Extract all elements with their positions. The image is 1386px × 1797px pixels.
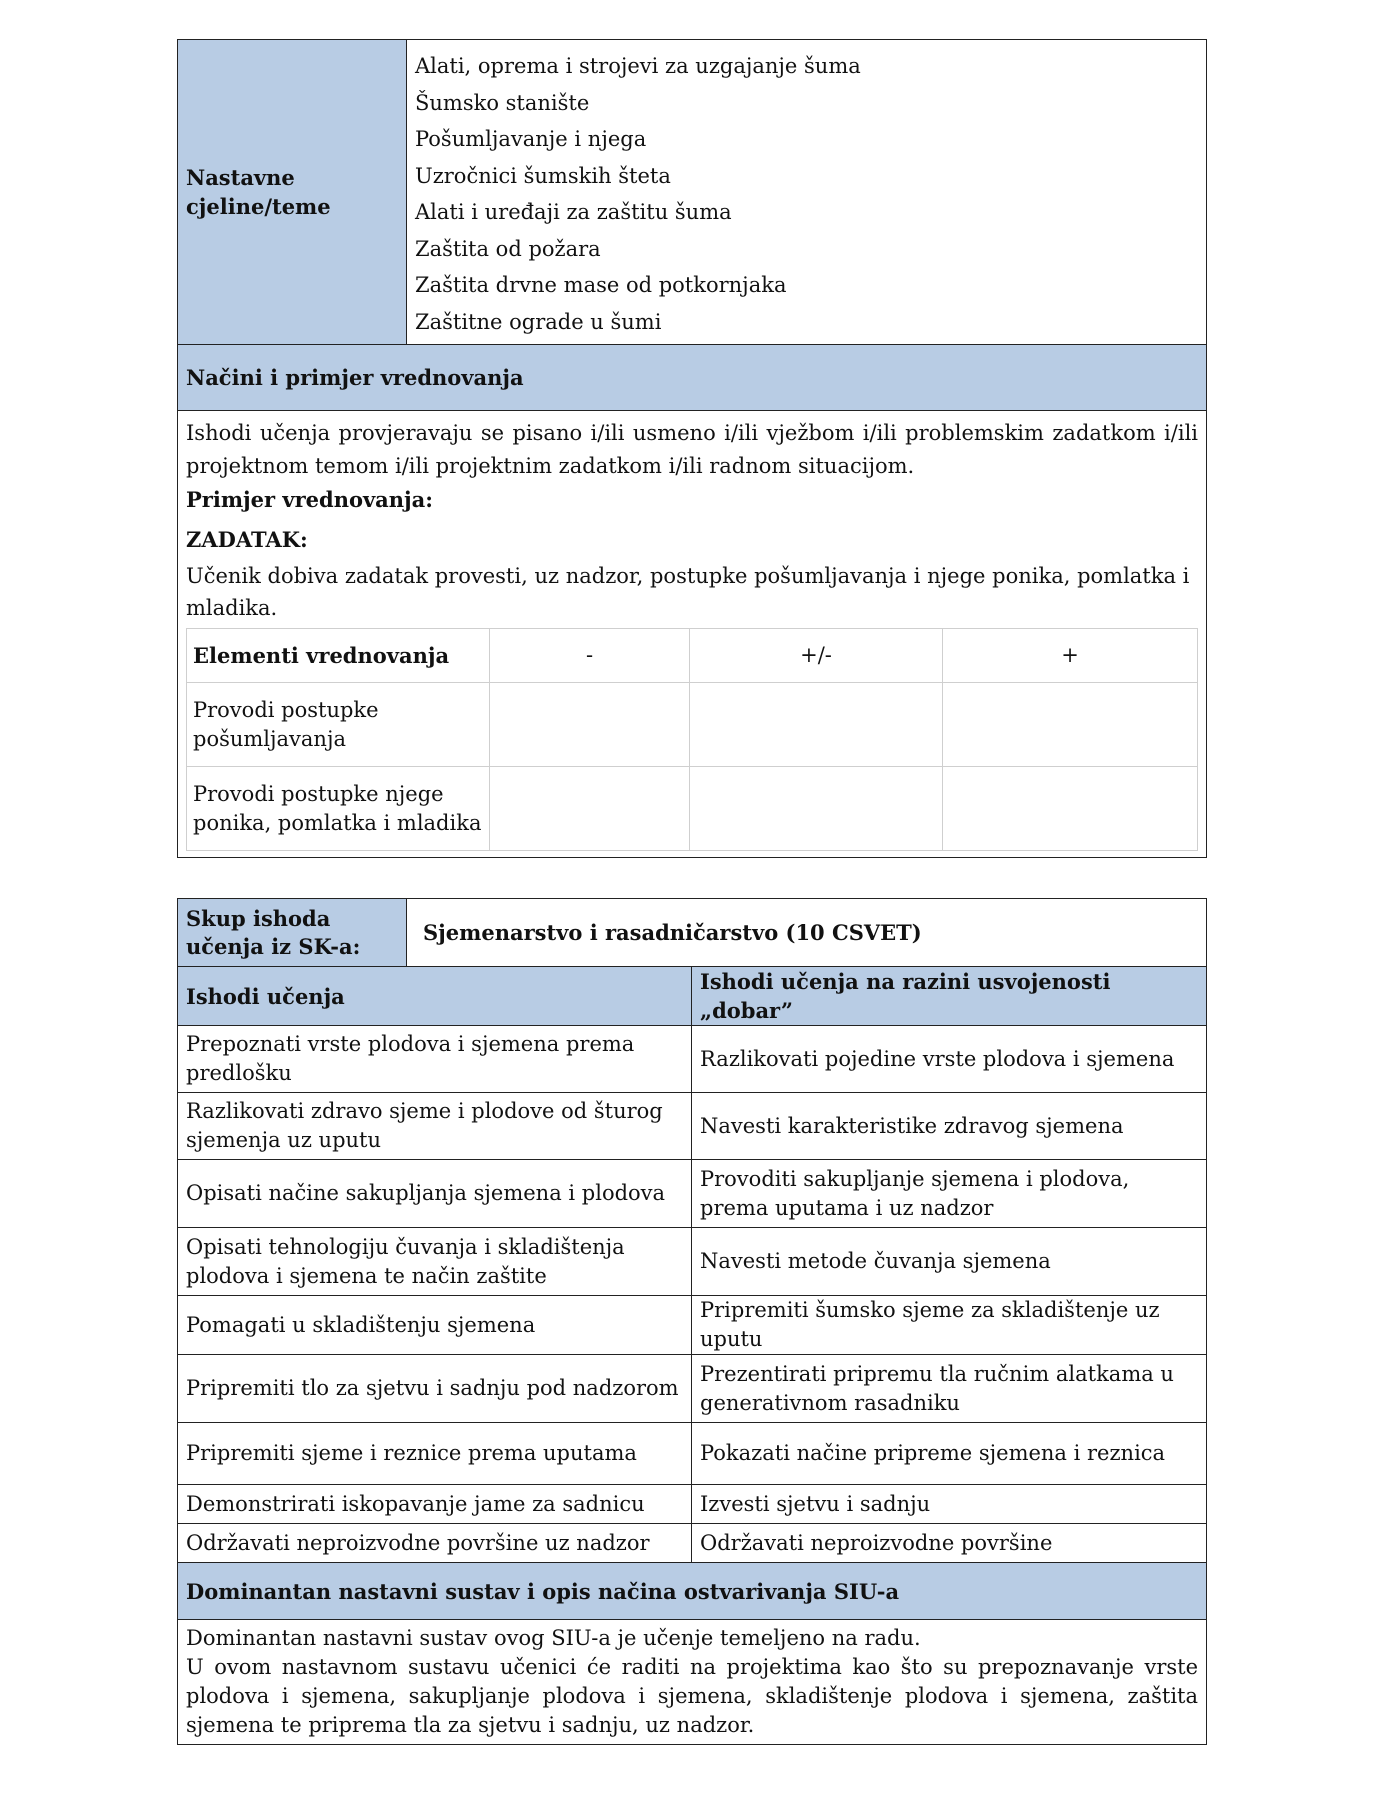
evaluation-text: Ishodi učenja provjeravaju se pisano i/ili usmeno i/ili vježbom i/ili problemskim zadatkom i/ili projektnom temom i/ili projektnim zadatkom i/ili radnom situacijom. [186, 421, 1198, 478]
outcome-cell: Pripremiti sjeme i reznice prema uputama [178, 1423, 692, 1485]
set-value: Sjemenarstvo i rasadničarstvo (10 CSVET) [407, 899, 1207, 967]
topic-item: Zaštitne ograde u šumi [415, 309, 662, 334]
topic-item: Uzročnici šumskih šteta [415, 163, 671, 188]
outcome-cell: Pripremiti tlo za sjetvu i sadnju pod nadzorom [178, 1355, 692, 1423]
topic-item: Zaštita drvne mase od potkornjaka [415, 273, 787, 297]
rubric-table [186, 628, 1198, 851]
outcome-row [178, 1160, 1207, 1228]
task-label: ZADATAK: [186, 527, 308, 552]
curriculum-table-2 [177, 898, 1207, 1745]
topic-item: Alati i uređaji za zaštitu šuma [415, 200, 732, 224]
outcome-row [178, 1524, 1207, 1563]
outcome-row [178, 1093, 1207, 1160]
topics-label: Nastavne cjeline/teme [178, 40, 407, 345]
rubric-cell[interactable] [690, 683, 943, 767]
outcome-cell: Održavati neproizvodne površine uz nadzor [178, 1524, 692, 1563]
outcome-cell: Demonstrirati iskopavanje jame za sadnicu [178, 1485, 692, 1524]
rubric-row-label: Provodi postupke pošumljavanja [187, 683, 490, 767]
rubric-cell[interactable] [690, 767, 943, 851]
outcome-cell: Razlikovati zdravo sjeme i plodove od šturog sjemenja uz uputu [178, 1093, 692, 1160]
example-label: Primjer vrednovanja: [186, 487, 434, 512]
system-header: Dominantan nastavni sustav i opis načina ostvarivanja SIU-a [178, 1563, 1207, 1620]
good-level-cell: Razlikovati pojedine vrste plodova i sjemena [692, 1026, 1207, 1093]
rubric-header: +/- [690, 629, 943, 683]
rubric-cell[interactable] [943, 683, 1198, 767]
set-label: Skup ishoda učenja iz SK-a: [178, 899, 407, 967]
col-header-good-level: Ishodi učenja na razini usvojenosti „dobar” [692, 967, 1207, 1026]
rubric-cell[interactable] [490, 683, 690, 767]
outcome-row [178, 1026, 1207, 1093]
outcome-cell: Prepoznati vrste plodova i sjemena prema predlošku [178, 1026, 692, 1093]
outcome-cell: Pomagati u skladištenju sjemena [178, 1296, 692, 1355]
good-level-cell: Provoditi sakupljanje sjemena i plodova, prema uputama i uz nadzor [692, 1160, 1207, 1228]
curriculum-table-1 [177, 39, 1207, 858]
outcome-row [178, 1423, 1207, 1485]
outcome-cell: Opisati tehnologiju čuvanja i skladištenja plodova i sjemena te način zaštite [178, 1228, 692, 1296]
good-level-cell: Izvesti sjetvu i sadnju [692, 1485, 1207, 1524]
rubric-header: - [490, 629, 690, 683]
col-header-outcomes: Ishodi učenja [178, 967, 692, 1026]
evaluation-header: Načini i primjer vrednovanja [178, 345, 1207, 411]
rubric-cell[interactable] [490, 767, 690, 851]
system-text-2: U ovom nastavnom sustavu učenici će raditi na projektima kao što su prepoznavanje vrste plodova i sjemena, sakupljanje plodova i sjemena, skladištenje plodova i sjemena, zaštita sjemena te priprema tla za sjetvu i sadnju, uz nadzor. [186, 1655, 1198, 1737]
topic-item: Šumsko stanište [415, 90, 590, 115]
system-text-1: Dominantan nastavni sustav ovog SIU-a je učenje temeljeno na radu. [186, 1626, 921, 1650]
evaluation-body [178, 411, 1207, 858]
good-level-cell: Navesti metode čuvanja sjemena [692, 1228, 1207, 1296]
topics-list [407, 40, 1207, 345]
topic-item: Alati, oprema i strojevi za uzgajanje šuma [415, 54, 861, 78]
outcome-row [178, 1485, 1207, 1524]
outcome-row [178, 1228, 1207, 1296]
task-text: Učenik dobiva zadatak provesti, uz nadzor, postupke pošumljavanja i njege ponika, pomlatka i mladika. [186, 564, 1190, 620]
outcome-row [178, 1296, 1207, 1355]
topic-item: Pošumljavanje i njega [415, 127, 647, 151]
system-body [178, 1620, 1207, 1745]
good-level-cell: Navesti karakteristike zdravog sjemena [692, 1093, 1207, 1160]
topic-item: Zaštita od požara [415, 236, 601, 261]
rubric-header: + [943, 629, 1198, 683]
outcome-cell: Opisati načine sakupljanja sjemena i plodova [178, 1160, 692, 1228]
outcome-row [178, 1355, 1207, 1423]
good-level-cell: Pripremiti šumsko sjeme za skladištenje uz uputu [692, 1296, 1207, 1355]
good-level-cell: Prezentirati pripremu tla ručnim alatkama u generativnom rasadniku [692, 1355, 1207, 1423]
good-level-cell: Održavati neproizvodne površine [692, 1524, 1207, 1563]
rubric-row-label: Provodi postupke njege ponika, pomlatka i mladika [187, 767, 490, 851]
rubric-header: Elementi vrednovanja [187, 629, 490, 683]
good-level-cell: Pokazati načine pripreme sjemena i reznica [692, 1423, 1207, 1485]
rubric-cell[interactable] [943, 767, 1198, 851]
